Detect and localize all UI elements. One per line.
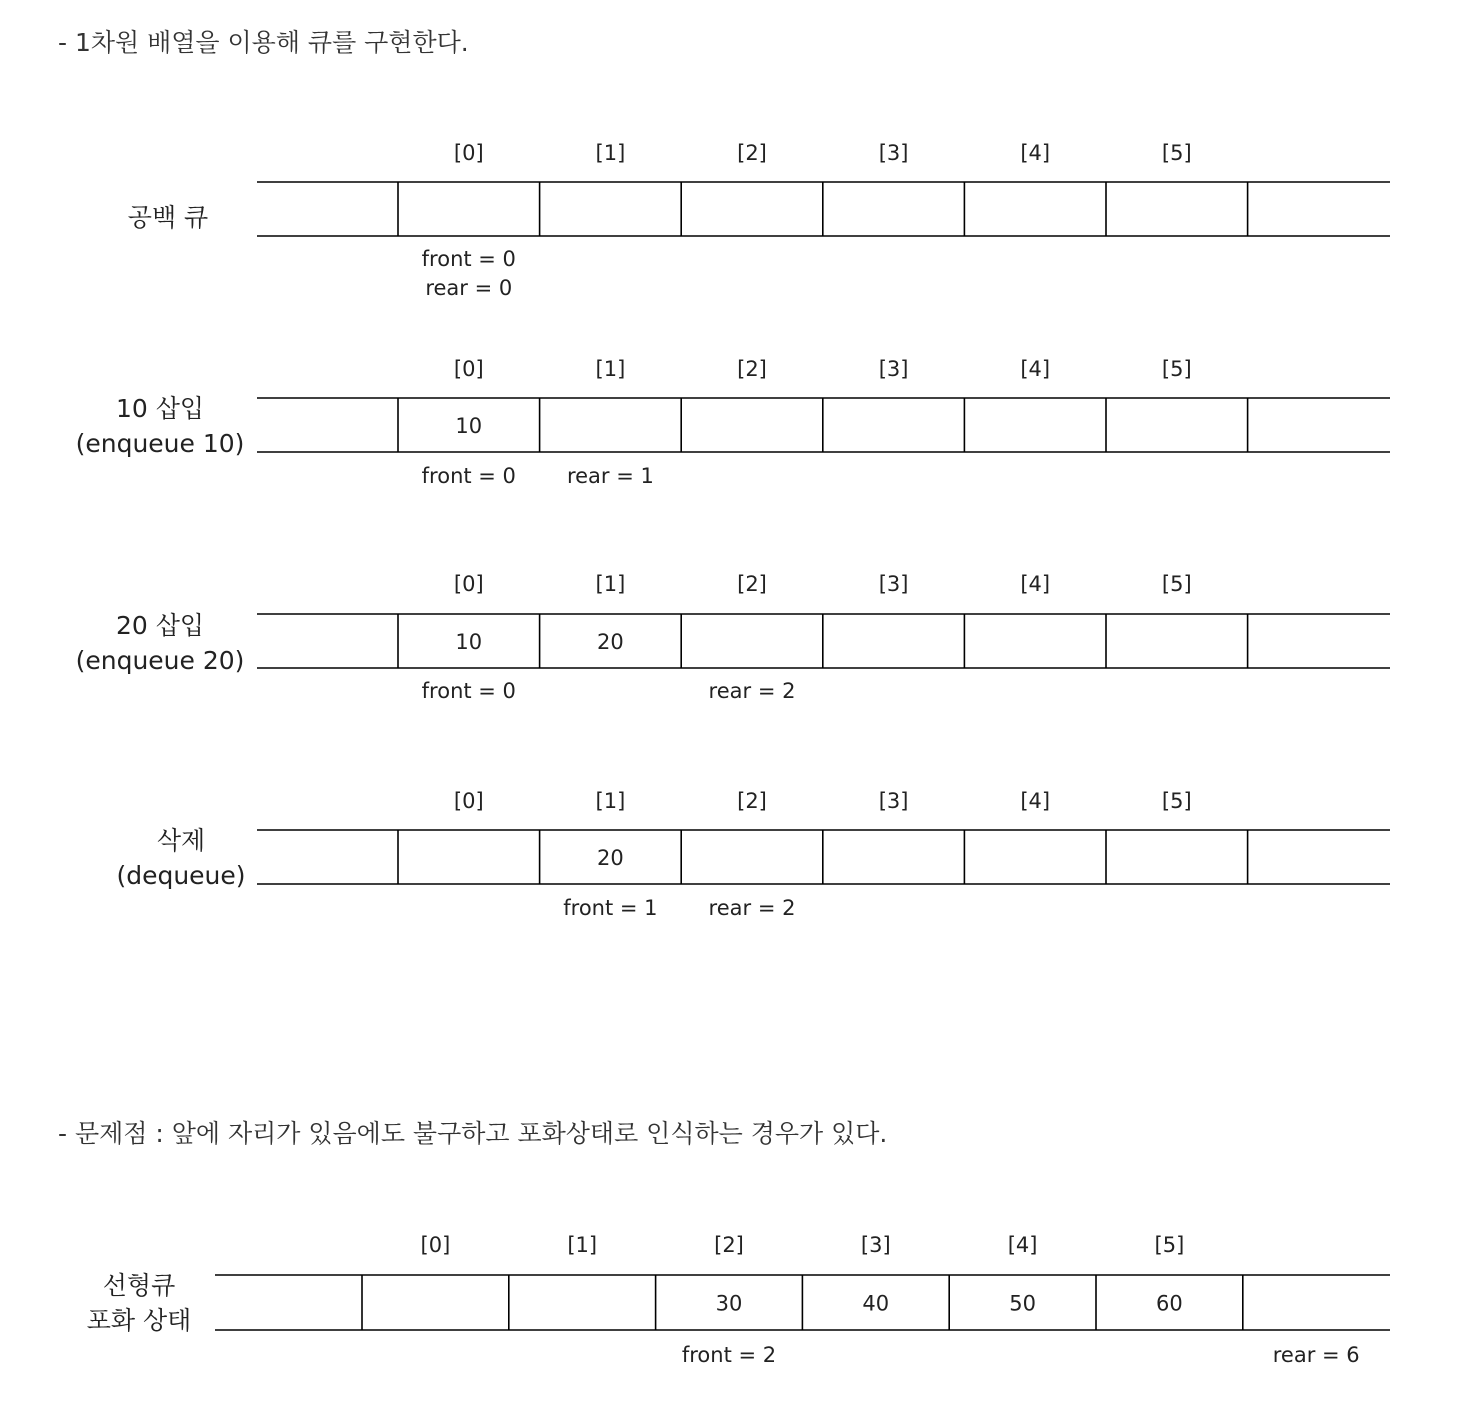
- row-label: 포화 상태: [86, 1306, 192, 1335]
- queue-diagram-2: [76, 572, 1390, 703]
- cell-value: 20: [597, 846, 624, 870]
- index-label: [0]: [453, 141, 484, 165]
- queue-diagram-1: [76, 357, 1390, 488]
- index-label: [1]: [595, 572, 626, 596]
- cell-value: 50: [1009, 1291, 1036, 1316]
- index-label: [0]: [420, 1233, 451, 1257]
- row-label: 20 삽입: [115, 611, 205, 640]
- row-label: (enqueue 20): [75, 646, 245, 675]
- pointer-label: rear = 1: [566, 464, 654, 488]
- cell-value: 20: [597, 630, 624, 654]
- index-label: [5]: [1161, 572, 1192, 596]
- index-label: [5]: [1161, 357, 1192, 381]
- queue-diagram-0: [128, 141, 1390, 300]
- pointer-label: front = 2: [681, 1343, 777, 1367]
- cell-value: 10: [455, 630, 483, 654]
- row-label: 선형큐: [102, 1271, 176, 1300]
- index-label: [5]: [1161, 141, 1192, 165]
- index-label: [3]: [878, 789, 909, 813]
- index-label: [3]: [878, 572, 909, 596]
- index-label: [4]: [1020, 357, 1051, 381]
- pointer-label: front = 1: [563, 896, 658, 920]
- index-label: [2]: [737, 572, 767, 596]
- index-label: [3]: [860, 1233, 891, 1257]
- cell-value: 40: [862, 1291, 890, 1316]
- index-label: [4]: [1020, 141, 1051, 165]
- intro-heading: - 1차원 배열을 이용해 큐를 구현한다.: [58, 28, 469, 57]
- index-label: [1]: [595, 789, 626, 813]
- problem-heading: - 문제점 : 앞에 자리가 있음에도 불구하고 포화상태로 인식하는 경우가 있다.: [58, 1119, 888, 1148]
- index-label: [3]: [878, 357, 909, 381]
- cell-value: 60: [1156, 1291, 1183, 1316]
- index-label: [0]: [453, 572, 484, 596]
- cell-value: 30: [715, 1291, 743, 1316]
- index-label: [2]: [737, 357, 767, 381]
- row-label: 공백 큐: [127, 203, 209, 232]
- row-label: (dequeue): [116, 861, 246, 890]
- pointer-label: front = 0: [421, 247, 516, 271]
- index-label: [1]: [567, 1233, 598, 1257]
- index-label: [5]: [1161, 789, 1192, 813]
- pointer-label: front = 0: [421, 679, 516, 703]
- cell-value: 10: [455, 414, 483, 438]
- index-label: [1]: [595, 141, 626, 165]
- index-label: [4]: [1007, 1233, 1038, 1257]
- index-label: [4]: [1020, 789, 1051, 813]
- index-label: [2]: [737, 789, 767, 813]
- queue-diagram-3: [116, 789, 1390, 920]
- row-label: 삭제: [156, 826, 206, 855]
- index-label: [1]: [595, 357, 626, 381]
- index-label: [4]: [1020, 572, 1051, 596]
- row-label: (enqueue 10): [75, 429, 245, 458]
- pointer-label: rear = 2: [708, 896, 796, 920]
- index-label: [0]: [453, 357, 484, 381]
- pointer-label: rear = 6: [1272, 1343, 1360, 1367]
- pointer-label: rear = 0: [425, 276, 513, 300]
- queue-diagram-4: [87, 1233, 1390, 1367]
- pointer-label: rear = 2: [708, 679, 796, 703]
- index-label: [5]: [1154, 1233, 1185, 1257]
- index-label: [2]: [737, 141, 767, 165]
- row-label: 10 삽입: [115, 394, 205, 423]
- pointer-label: front = 0: [421, 464, 516, 488]
- index-label: [3]: [878, 141, 909, 165]
- index-label: [2]: [714, 1233, 744, 1257]
- index-label: [0]: [453, 789, 484, 813]
